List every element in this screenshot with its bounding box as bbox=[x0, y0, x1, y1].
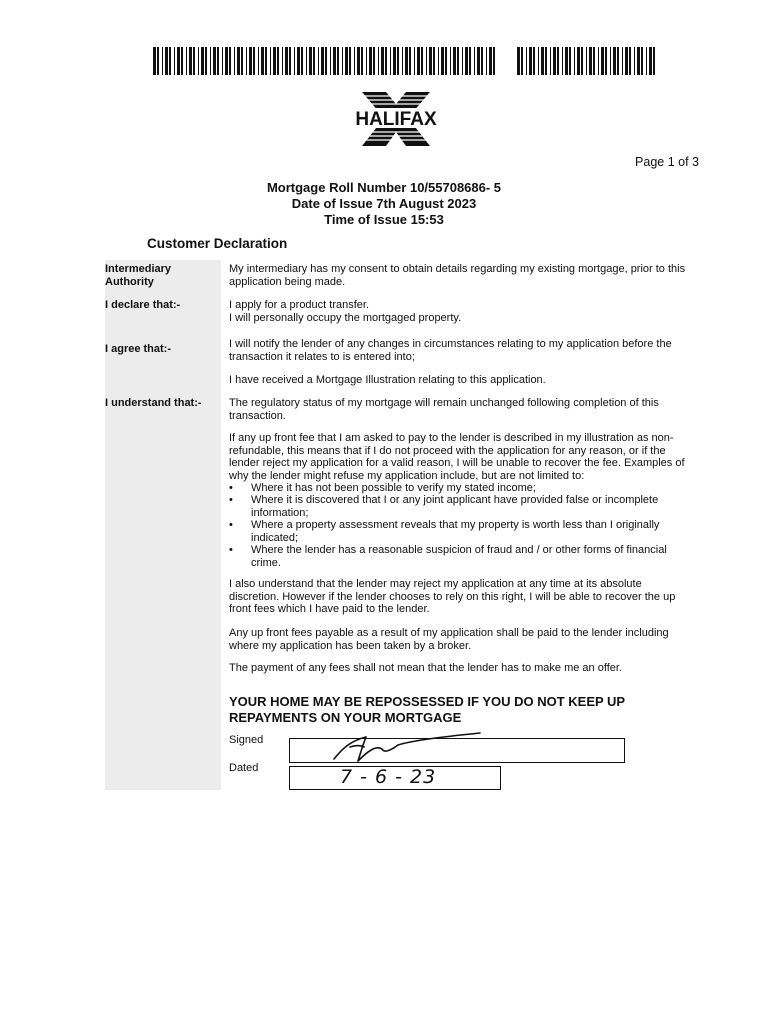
understand-p5: The payment of any fees shall not mean that the lender has to make me an offer. bbox=[229, 662, 622, 674]
agree-text bbox=[229, 338, 698, 363]
brand-wordmark: HALIFAX bbox=[355, 109, 437, 130]
text-line: why the lender might refuse my application include, but are not limited to: bbox=[229, 469, 585, 482]
handwritten-signature bbox=[290, 739, 624, 762]
text-line: crime. bbox=[251, 556, 281, 569]
handwritten-date: 7 - 6 - 23 bbox=[340, 766, 437, 788]
text-line: transaction. bbox=[229, 409, 286, 422]
text-line: front fees which I have paid to the lender. bbox=[229, 603, 430, 615]
bullet-marker: • bbox=[229, 494, 233, 506]
understand-p2 bbox=[229, 432, 698, 482]
repossession-warning bbox=[229, 694, 699, 726]
text-line: Where the lender has a reasonable suspicion of fraud and / or other forms of financial bbox=[251, 544, 667, 556]
term-intermediary-authority bbox=[105, 263, 171, 288]
text-line: refundable, this means that if I do not proceed with the application for any reason, or if the bbox=[229, 444, 666, 457]
text-line: where my application has been taken by a broker. bbox=[229, 639, 472, 652]
understand-p1 bbox=[229, 397, 698, 422]
section-title: Customer Declaration bbox=[147, 236, 288, 251]
text-line: My intermediary has my consent to obtain details regarding my existing mortgage, prior to this bbox=[229, 263, 686, 275]
text-line: I will personally occupy the mortgaged property. bbox=[229, 311, 462, 324]
barcode bbox=[153, 47, 497, 75]
text-line: Where it is discovered that I or any joint applicant have provided false or incomplete bbox=[251, 494, 659, 506]
bullet-marker: • bbox=[229, 544, 233, 556]
understand-p4 bbox=[229, 627, 698, 652]
bullet-marker: • bbox=[229, 482, 233, 494]
bullet-item: Where it has not been possible to verify my stated income; bbox=[251, 482, 536, 494]
text-line: The regulatory status of my mortgage will remain unchanged following completion of this bbox=[229, 397, 659, 409]
warning-line: YOUR HOME MAY BE REPOSSESSED IF YOU DO NOT KEEP UP bbox=[229, 694, 626, 709]
page-number: Page 1 of 3 bbox=[635, 155, 699, 169]
dated-label: Dated bbox=[229, 762, 259, 774]
roll-number: Mortgage Roll Number 10/55708686- 5 bbox=[266, 180, 502, 195]
text-line: lender reject my application for a valid reason, I will be unable to recover the fee. Examples of bbox=[229, 457, 685, 469]
text-line: Any up front fees payable as a result of my application shall be paid to the lender including bbox=[229, 627, 669, 639]
text-line: application being made. bbox=[229, 275, 346, 288]
bullet-marker: • bbox=[229, 519, 233, 531]
term-i-understand: I understand that:- bbox=[105, 397, 202, 409]
document-heading bbox=[0, 180, 768, 228]
term-line: Authority bbox=[105, 275, 154, 288]
signed-label: Signed bbox=[229, 734, 264, 746]
text-line: I will notify the lender of any changes in circumstances relating to my application before the bbox=[229, 338, 672, 350]
signature-field[interactable] bbox=[289, 738, 625, 763]
term-line: Intermediary bbox=[105, 263, 172, 275]
barcode bbox=[517, 47, 657, 75]
intermediary-text bbox=[229, 263, 698, 288]
text-line: information; bbox=[251, 506, 309, 519]
time-of-issue: Time of Issue 15:53 bbox=[324, 212, 444, 227]
text-line: transaction it relates to is entered into; bbox=[229, 350, 415, 363]
terms-column bbox=[105, 260, 221, 790]
halifax-logo bbox=[348, 92, 444, 146]
understand-p3 bbox=[229, 578, 698, 616]
text-line: Where a property assessment reveals that my property is worth less than I originally bbox=[251, 519, 660, 531]
date-field[interactable] bbox=[289, 766, 501, 790]
text-line: If any up front fee that I am asked to pay to the lender is described in my illustration as non- bbox=[229, 432, 674, 444]
term-i-agree: I agree that:- bbox=[105, 343, 172, 355]
text-line: I also understand that the lender may reject my application at any time at its absolute bbox=[229, 578, 642, 590]
agree-text-2: I have received a Mortgage Illustration relating to this application. bbox=[229, 374, 546, 386]
bullet-item bbox=[251, 544, 698, 569]
date-of-issue: Date of Issue 7th August 2023 bbox=[291, 196, 477, 211]
bullet-item bbox=[251, 519, 698, 544]
declare-text bbox=[229, 299, 698, 324]
term-i-declare: I declare that:- bbox=[105, 299, 181, 311]
text-line: discretion. However if the lender chooses to rely on this right, I will be able to recover the up bbox=[229, 590, 676, 603]
text-line: indicated; bbox=[251, 531, 299, 544]
warning-line: REPAYMENTS ON YOUR MORTGAGE bbox=[229, 710, 462, 725]
bullet-item bbox=[251, 494, 698, 519]
text-line: I apply for a product transfer. bbox=[229, 299, 370, 311]
